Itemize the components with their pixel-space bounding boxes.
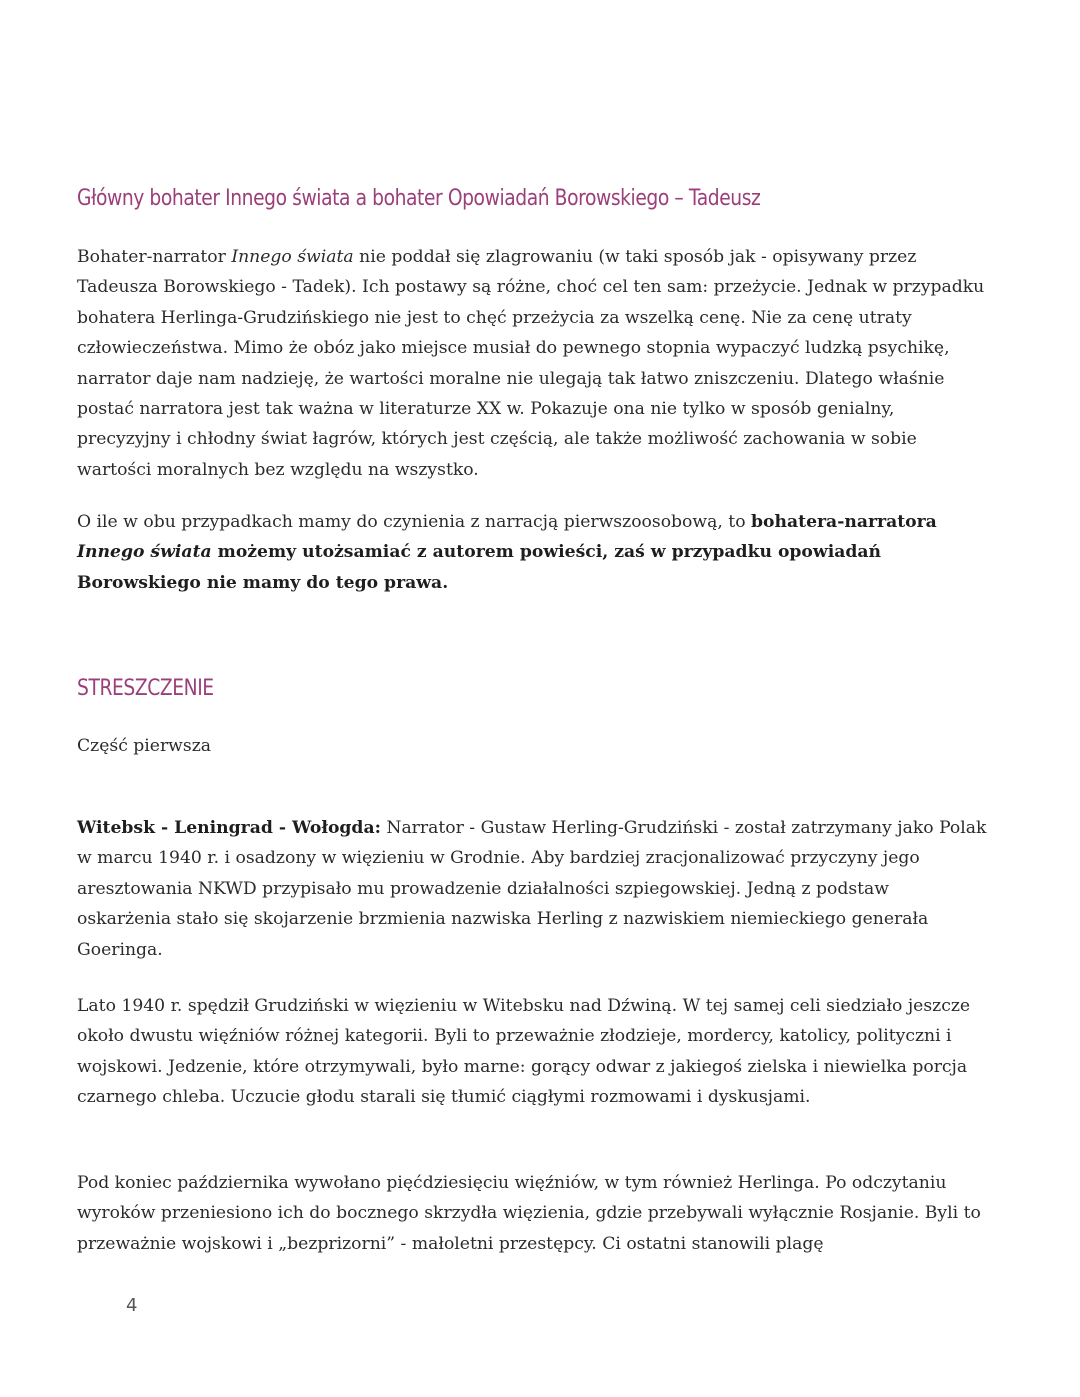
page-number: 4 bbox=[126, 1295, 138, 1316]
summary-heading: STRESZCZENIE bbox=[77, 676, 214, 701]
paragraph-text: O ile w obu przypadkach mamy do czynienia z narracją pierwszoosobową, to bbox=[77, 512, 752, 532]
paragraph-narrator-comparison bbox=[77, 242, 987, 485]
location-heading-bold: Witebsk - Leningrad - Wołogda: bbox=[77, 818, 381, 838]
paragraph-text: nie poddał się zlagrowaniu (w taki sposób jak - opisywany przez Tadeusza Borowskiego - Tadek). Ich postawy są różne, choć cel ten sam: przeżycie. Jednak w przypadku bohatera Herlinga-Grudzińskiego nie jest to chęć przeżycia za wszelką cenę. Nie za cenę utraty człowieczeństwa. Mimo że obóz jako miejsce musiał do pewnego stopnia wypaczyć ludzką psychikę, narrator daje nam nadzieję, że wartości moralne nie ulegają tak łatwo zniszczeniu. Dlatego właśnie postać narratora jest tak ważna w literaturze XX w. Pokazuje ona nie tylko w sposób genialny, precyzyjny i chłodny świat łagrów, których jest częścią, ale także możliwość zachowania w sobie wartości moralnych bez względu na wszystko. bbox=[77, 247, 985, 480]
paragraph-narration-conclusion bbox=[77, 507, 987, 598]
paragraph-text: Narrator - Gustaw Herling-Grudziński - został zatrzymany jako Polak w marcu 1940 r. i osadzony w więzieniu w Grodnie. Aby bardziej zracjonalizować przyczyny jego aresztowania NKWD przypisało mu prowadzenie działalności szpiegowskiej. Jedną z podstaw oskarżenia stało się skojarzenie brzmienia nazwiska Herling z nazwiskiem niemieckiego generała Goeringa. bbox=[77, 818, 987, 960]
paragraph-summer-1940: Lato 1940 r. spędził Grudziński w więzieniu w Witebsku nad Dźwiną. W tej samej celi siedziało jeszcze około dwustu więźniów różnej kategorii. Byli to przeważnie złodzieje, mordercy, katolicy, polityczni i wojskowi. Jedzenie, które otrzymywali, było marne: gorący odwar z jakiegoś zielska i niewielka porcja czarnego chleba. Uczucie głodu starali się tłumić ciągłymi rozmowami i dyskusjami. bbox=[77, 996, 971, 1108]
paragraph-october: Pod koniec października wywołano pięćdziesięciu więźniów, w tym również Herlinga. Po odczytaniu wyroków przeniesiono ich do bocznego skrzydła więzienia, gdzie przebywali wyłącznie Rosjanie. Byli to przeważnie wojskowi i „bezprizorni” - małoletni przestępcy. Ci ostatni stanowili plagę bbox=[77, 1173, 981, 1254]
bold-text-part: możemy utożsamiać z autorem powieści, zaś w przypadku opowiadań Borowskiego nie mamy do tego prawa. bbox=[77, 542, 882, 593]
section-heading: Główny bohater Innego świata a bohater Opowiadań Borowskiego – Tadeusz bbox=[77, 186, 761, 211]
paragraph-witebsk bbox=[77, 813, 987, 965]
paragraph-text: Bohater-narrator bbox=[77, 247, 232, 267]
bold-text-part: bohatera-narratora bbox=[751, 512, 937, 532]
book-title-bold-italic: Innego świata bbox=[77, 542, 212, 563]
part-label: Część pierwsza bbox=[77, 736, 212, 756]
book-title-italic: Innego świata bbox=[231, 247, 354, 267]
